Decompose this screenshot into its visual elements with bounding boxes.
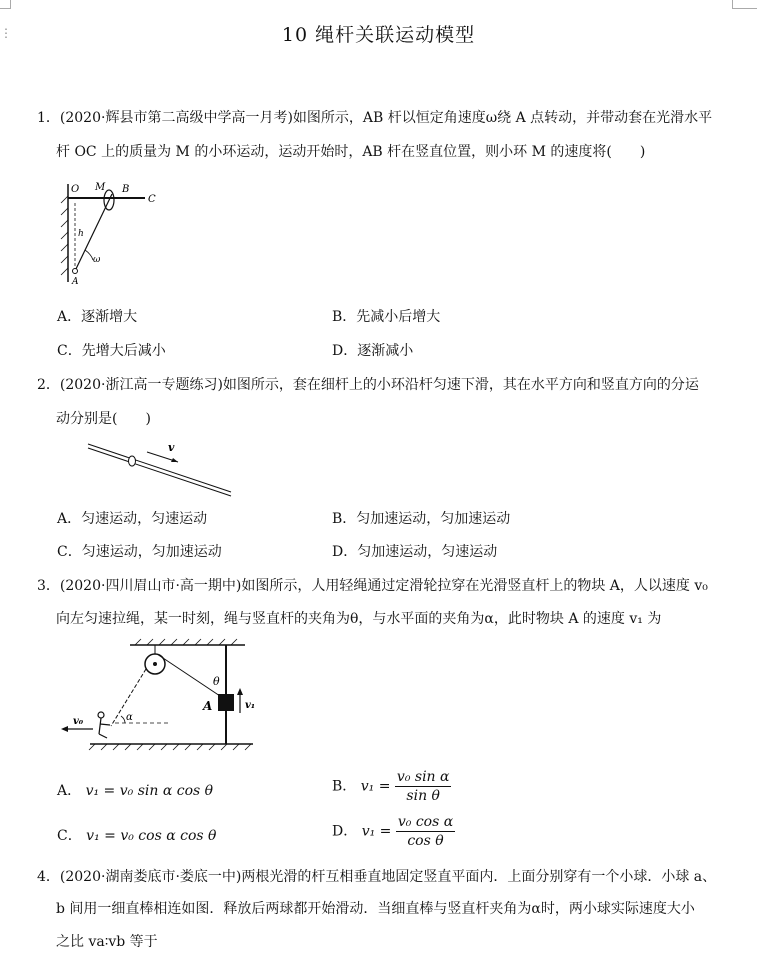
q3-option-d-label: D． — [332, 823, 358, 840]
q3-option-b[interactable] — [332, 768, 451, 805]
q3-v1-arrow-head — [237, 688, 243, 695]
q1-stem-line1: 1．(2020·辉县市第二高级中学高一月考)如图所示，AB 杆以恒定角速度ω绕 A 点转动，并带动套在光滑水平 — [37, 110, 713, 126]
q2-label-v: v — [168, 441, 175, 454]
q3-option-a-formula: v₁ = v₀ sin α cos θ — [85, 783, 214, 799]
q2-option-d[interactable]: D．匀加速运动，匀速运动 — [332, 544, 498, 560]
q3-stem-line1: 3．(2020·四川眉山市·高一期中)如图所示，人用轻绳通过定滑轮拉穿在光滑竖直杆上的物块 A，人以速度 v₀ — [37, 578, 708, 594]
q2-ring — [129, 456, 136, 466]
q3-pulley-axle — [153, 662, 157, 666]
q3-option-c-formula: v₁ = v₀ cos α cos θ — [86, 828, 217, 844]
q3-option-d-numerator: v₀ cos α — [397, 814, 454, 830]
q2-rod-lower-edge — [88, 448, 231, 496]
q1-option-c[interactable]: C．先增大后减小 — [57, 343, 166, 359]
q3-person-icon — [98, 712, 110, 738]
q2-arrow-head — [171, 458, 178, 462]
q3-option-a-label: A． — [57, 783, 82, 799]
q4-stem-line1: 4．(2020·湖南娄底市·娄底一中)两根光滑的杆互相垂直地固定竖直平面内．上面分别穿有一个小球．小球 a、 — [37, 869, 717, 885]
q1-label-c: C — [148, 194, 156, 205]
q1-label-h: h — [78, 229, 84, 239]
q3-option-b-fraction — [395, 768, 452, 805]
q1-figure — [55, 178, 170, 290]
q3-label-a: A — [203, 699, 213, 713]
q3-label-theta: θ — [213, 675, 220, 688]
q4-stem-line2: b 间用一细直棒相连如图．释放后两球都开始滑动．当细直棒与竖直杆夹角为α时，两小球实际速度大小 — [56, 901, 695, 917]
q3-option-d-lhs: v₁ = — [361, 823, 392, 840]
q1-option-a[interactable]: A．逐渐增大 — [57, 309, 138, 325]
q1-label-o: O — [71, 184, 80, 195]
q3-option-d-fraction — [396, 813, 455, 850]
q3-ceiling-hatching — [135, 639, 237, 645]
q4-stem-line3: 之比 va∶vb 等于 — [56, 934, 158, 950]
q3-option-b-lhs: v₁ = — [360, 778, 391, 795]
q2-stem-line1: 2．(2020·浙江高一专题练习)如图所示，套在细杆上的小环沿杆匀速下滑，其在水平方向和竖直方向的分运 — [37, 377, 699, 393]
q2-figure — [85, 438, 240, 500]
q2-stem-line2: 动分别是( ) — [56, 411, 151, 427]
q3-figure — [55, 638, 260, 753]
q3-block-a — [218, 694, 234, 711]
q3-label-v0: v₀ — [73, 716, 84, 727]
q3-option-b-label: B． — [332, 778, 357, 795]
q1-option-b[interactable]: B．先减小后增大 — [332, 309, 441, 325]
q3-v0-arrow-head — [61, 726, 68, 732]
page-title: 10 绳杆关联运动模型 — [281, 24, 476, 46]
q3-option-a[interactable] — [57, 780, 213, 800]
q2-option-c[interactable]: C．匀速运动，匀加速运动 — [57, 544, 222, 560]
q3-stem-line2: 向左匀速拉绳，某一时刻，绳与竖直杆的夹角为θ，与水平面的夹角为α，此时物块 A 的速度 v₁ 为 — [56, 611, 662, 627]
q3-option-b-denominator: sin θ — [406, 788, 440, 804]
q3-option-c-label: C． — [57, 828, 82, 844]
q1-option-d[interactable]: D．逐渐减小 — [332, 343, 414, 359]
margin-handle-icon[interactable]: ⋮ — [0, 26, 12, 40]
q3-alpha-arc — [121, 716, 125, 723]
q3-label-alpha: α — [126, 712, 133, 723]
q3-option-d[interactable] — [332, 813, 455, 850]
q3-rope-right — [157, 654, 220, 696]
q1-rotation-arrow — [85, 250, 93, 260]
q3-ground-hatching — [89, 744, 251, 750]
q1-label-b: B — [122, 184, 130, 195]
q3-label-v1: v₁ — [245, 700, 256, 711]
q1-pivot-a — [73, 269, 78, 274]
q1-wall-hatching — [61, 196, 68, 275]
q2-option-a[interactable]: A．匀速运动，匀速运动 — [57, 511, 208, 527]
q2-rod-upper-edge — [88, 444, 231, 492]
q2-option-b[interactable]: B．匀加速运动，匀加速运动 — [332, 511, 511, 527]
q1-label-omega: ω — [93, 255, 101, 265]
q1-label-m: M — [95, 182, 106, 193]
q1-stem-line2: 杆 OC 上的质量为 M 的小环运动，运动开始时，AB 杆在竖直位置，则小环 M 的速度将( ) — [56, 144, 646, 160]
page-corner-top-right — [732, 0, 757, 9]
q3-option-c[interactable] — [57, 825, 216, 845]
page-corner-top-left — [0, 0, 11, 9]
q3-option-b-numerator: v₀ sin α — [396, 769, 450, 785]
q1-label-a: A — [72, 277, 79, 287]
q3-option-d-denominator: cos θ — [407, 833, 444, 849]
